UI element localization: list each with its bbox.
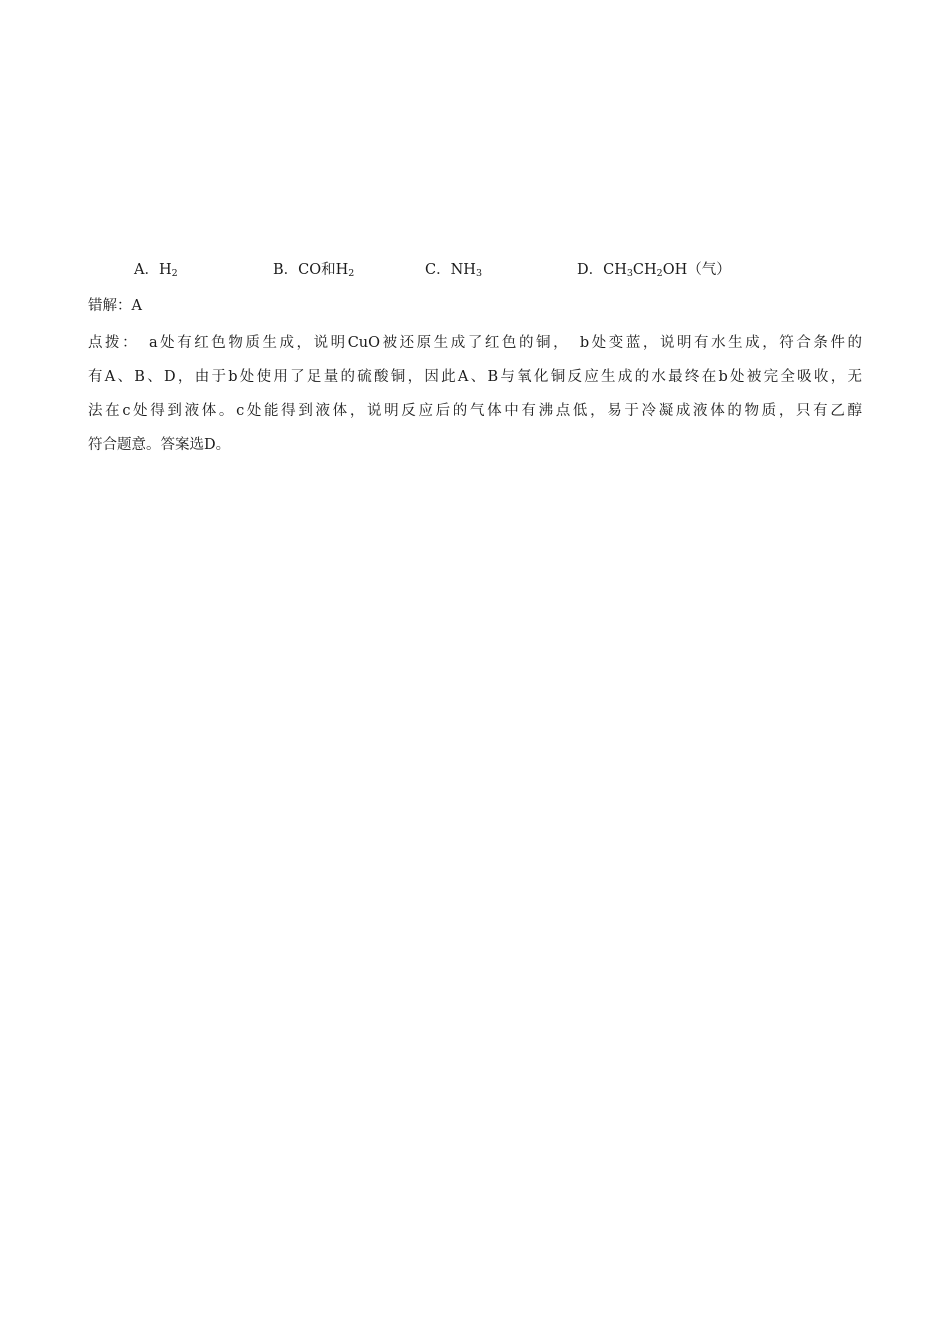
option-d-subscript-2: 2	[656, 268, 663, 279]
option-c-label: C．NH	[425, 262, 476, 278]
hint-line: 法在c处得到液体。c处能得到液体，说明反应后的气体中有沸点低，易于冷凝成液体的物质，只有乙醇	[88, 403, 862, 419]
hint-line: 有A、B、D，由于b处使用了足量的硫酸铜，因此A、B与氧化铜反应生成的水最终在b处被完全吸收，无	[88, 369, 862, 385]
wrong-answer: 错解：A	[88, 298, 142, 314]
option-d-tail: OH（气）	[662, 262, 731, 278]
hint-line: 点拨： a处有红色物质生成，说明CuO被还原生成了红色的铜， b处变蓝，说明有水生成，符合条件的	[88, 335, 862, 351]
option-a-subscript: 2	[171, 268, 178, 279]
option-c	[425, 258, 482, 282]
hint-line: 符合题意。答案选D。	[88, 437, 231, 453]
option-b-subscript: 2	[348, 268, 355, 279]
option-b-label: B．CO和H	[273, 262, 349, 278]
hint-paragraph	[88, 326, 862, 462]
option-b	[273, 258, 354, 282]
option-a-label: A．H	[134, 262, 172, 278]
option-d-subscript-1: 3	[626, 268, 633, 279]
option-c-subscript: 3	[475, 268, 482, 279]
option-d-label: D．CH	[577, 262, 627, 278]
option-d	[577, 258, 731, 282]
option-a	[134, 258, 178, 282]
option-d-mid: CH	[632, 262, 657, 278]
answer-options	[134, 258, 894, 282]
